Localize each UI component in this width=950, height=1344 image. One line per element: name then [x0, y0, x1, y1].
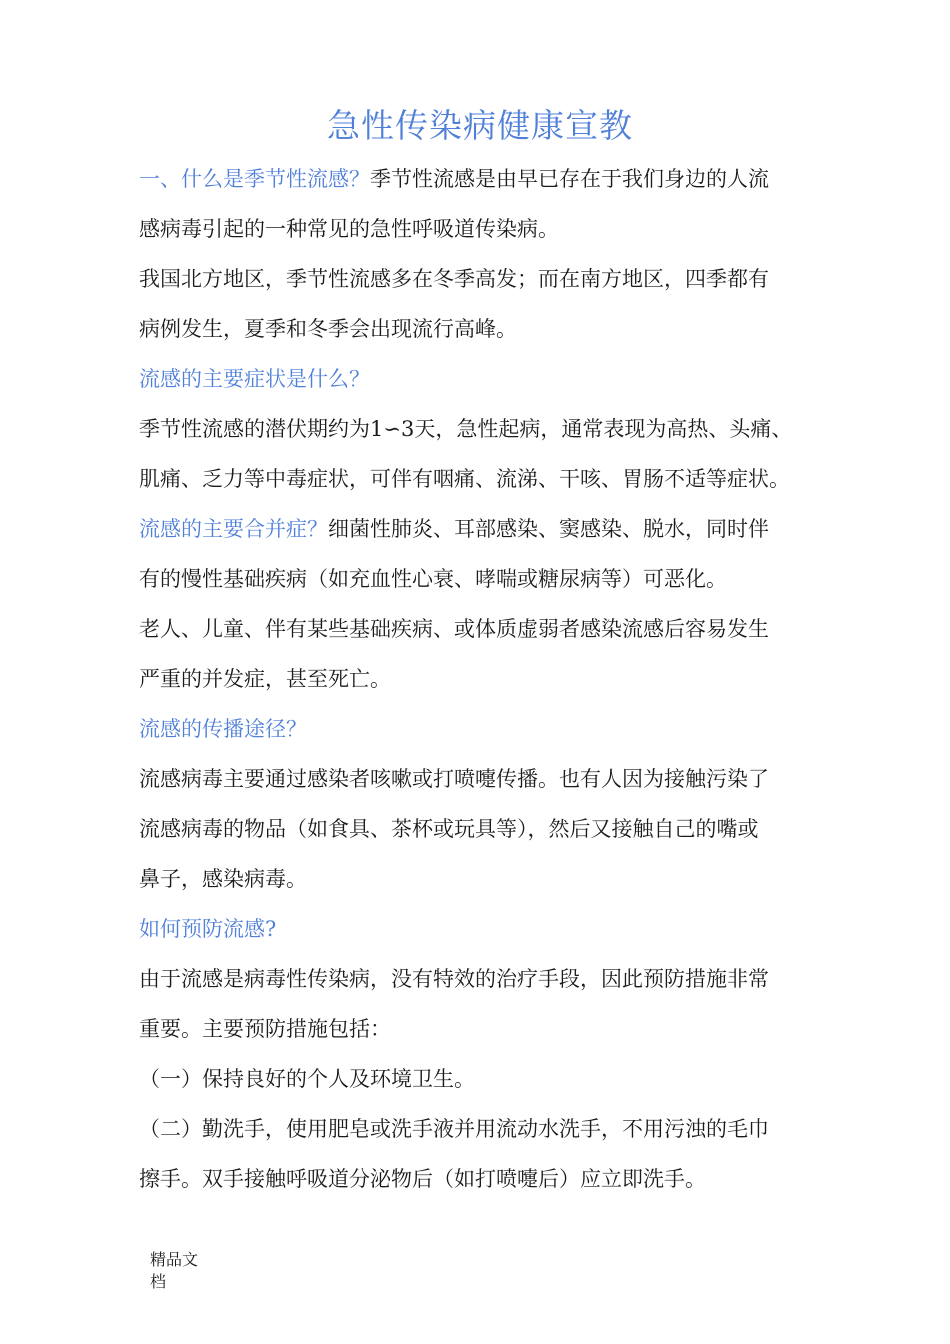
text-line	[139, 254, 849, 304]
paragraph-text: 季节性流感是由早已存在于我们身边的人流	[370, 167, 769, 191]
text-line	[139, 654, 849, 704]
paragraph-text: 季节性流感的潜伏期约为1∽3天，急性起病，通常表现为高热、头痛、	[139, 417, 793, 441]
footer-line-2: 档	[150, 1272, 167, 1291]
document-title: 急性传染病健康宣教	[327, 106, 633, 145]
section-heading: 一、什么是季节性流感？	[139, 167, 370, 191]
paragraph-text: 感病毒引起的一种常见的急性呼吸道传染病。	[139, 217, 559, 241]
section-heading: 流感的主要合并症？	[139, 517, 328, 541]
text-line	[139, 504, 849, 554]
footer-line-1: 精品文	[150, 1250, 199, 1269]
paragraph-text: （二）勤洗手，使用肥皂或洗手液并用流动水洗手，不用污浊的毛巾	[139, 1117, 769, 1141]
paragraph-text: 擦手。双手接触呼吸道分泌物后（如打喷嚏后）应立即洗手。	[139, 1167, 706, 1191]
paragraph-text: 流感病毒的物品（如食具、茶杯或玩具等），然后又接触自己的嘴或	[139, 817, 759, 841]
text-line	[139, 704, 849, 754]
section-heading: 如何预防流感?	[139, 917, 277, 941]
text-line	[139, 304, 849, 354]
text-line	[139, 754, 849, 804]
paragraph-text: 病例发生，夏季和冬季会出现流行高峰。	[139, 317, 517, 341]
text-line	[139, 204, 849, 254]
paragraph-text: 有的慢性基础疾病（如充血性心衰、哮喘或糖尿病等）可恶化。	[139, 567, 727, 591]
text-line	[139, 904, 849, 954]
paragraph-text: 严重的并发症，甚至死亡。	[139, 667, 391, 691]
text-line	[139, 854, 849, 904]
paragraph-text: 肌痛、乏力等中毒症状，可伴有咽痛、流涕、干咳、胃肠不适等症状。	[139, 467, 790, 491]
document-body	[139, 154, 849, 1204]
text-line	[139, 554, 849, 604]
text-line	[139, 804, 849, 854]
section-heading: 流感的主要症状是什么？	[139, 367, 370, 391]
text-line	[139, 1154, 849, 1204]
text-line	[139, 1104, 849, 1154]
text-line	[139, 454, 849, 504]
paragraph-text: 老人、儿童、伴有某些基础疾病、或体质虚弱者感染流感后容易发生	[139, 617, 769, 641]
paragraph-text: 细菌性肺炎、耳部感染、窦感染、脱水，同时伴	[328, 517, 769, 541]
text-line	[139, 604, 849, 654]
paragraph-text: 由于流感是病毒性传染病，没有特效的治疗手段，因此预防措施非常	[139, 967, 769, 991]
text-line	[139, 1054, 849, 1104]
section-heading: 流感的传播途径？	[139, 717, 307, 741]
text-line	[139, 1004, 849, 1054]
paragraph-text: 重要。主要预防措施包括：	[139, 1017, 391, 1041]
paragraph-text: 流感病毒主要通过感染者咳嗽或打喷嚏传播。也有人因为接触污染了	[139, 767, 769, 791]
text-line	[139, 954, 849, 1004]
paragraph-text: （一）保持良好的个人及环境卫生。	[139, 1067, 475, 1091]
footer-watermark-text	[150, 1249, 220, 1293]
paragraph-text: 我国北方地区，季节性流感多在冬季高发；而在南方地区，四季都有	[139, 267, 769, 291]
paragraph-text: 鼻子，感染病毒。	[139, 867, 307, 891]
text-line	[139, 404, 849, 454]
text-line	[139, 154, 849, 204]
text-line	[139, 354, 849, 404]
